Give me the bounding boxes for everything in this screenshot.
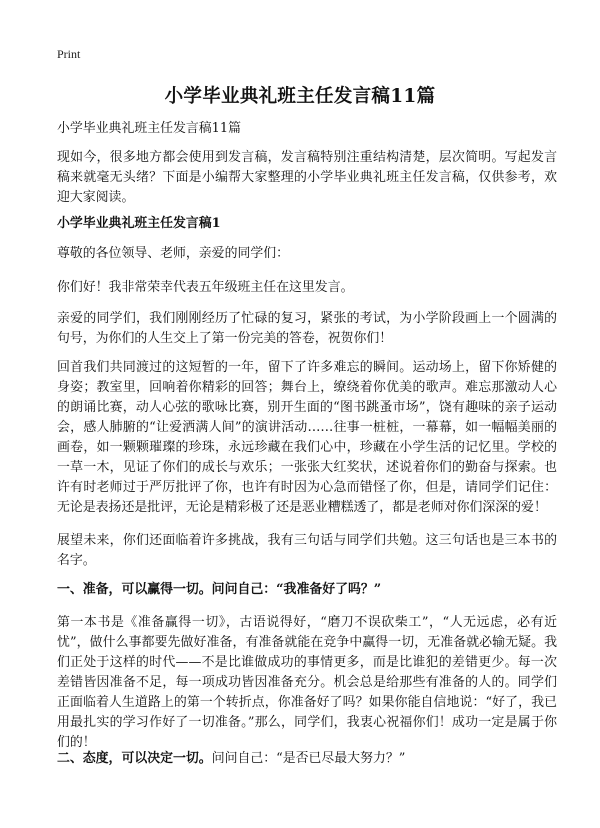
section-heading: 小学毕业典礼班主任发言稿1	[57, 216, 221, 231]
page-title: 小学毕业典礼班主任发言稿11篇	[164, 86, 436, 107]
review-paragraph: 回首我们共同渡过的这短暂的一年，留下了许多难忘的瞬间。运动场上，留下你矫健的身姿；教室里，回响着你精彩的回答；舞台上，缭绕着你优美的歌声。难忘那激动人心的朗诵比赛，动人心弦的歌咏比赛，别开生面的“图书跳蚤市场”，饶有趣味的亲子运动会，感人肺腑的“让爱洒满人间”的演讲活动……往事一桩桩，一幕幕，如一幅幅美丽的画卷，如一颗颗璀璨的珍珠，永远珍藏在我们心中，珍藏在小学生活的记忆里。学校的一草一木，见证了你们的成长与欢乐；一张张大红奖状，述说着你们的勤奋与探索。也许有时老师过于严厉批评了你，也许有时因为心急而错怪了你，但是，请同学们记住：无论是表扬还是批评，无论是精彩极了还是恶业糟糕透了，都是老师对你们深深的爱！	[57, 360, 557, 515]
future-paragraph: 展望未来，你们还面临着许多挑战，我有三句话与同学们共勉。这三句话也是三本书的名字。	[57, 533, 557, 568]
point-two-heading	[57, 749, 557, 769]
point-two-heading-bold: 二、态度，可以决定一切。	[57, 751, 212, 766]
print-label: Print	[57, 47, 81, 61]
hello-paragraph: 你们好！我非常荣幸代表五年级班主任在这里发言。	[57, 280, 354, 295]
point-two-heading-question: 问问自己：“是否已尽最大努力？”	[211, 751, 406, 766]
students-paragraph: 亲爱的同学们，我们刚刚经历了忙碌的复习，紧张的考试，为小学阶段画上一个圆满的句号，为你们的人生交上了第一份完美的答卷，祝贺你们！	[57, 311, 557, 346]
greeting-paragraph: 尊敬的各位领导、老师，亲爱的同学们：	[57, 246, 290, 261]
point-one-paragraph: 第一本书是《准备赢得一切》，古语说得好，“磨刀不误砍柴工”，“人无远虑，必有近忧”，做什么事都要先做好准备，有准备就能在竞争中赢得一切，无准备就必输无疑。我们正处于这样的时代——不是比谁做成功的事情更多，而是比谁犯的差错更少。每一次差错皆因准备不足，每一项成功皆因准备充分。机会总是给那些有准备的人的。同学们正面临着人生道路上的第一个转折点，你准备好了吗？如果你能自信地说：“好了，我已用最扎实的学习作好了一切准备。”那么，同学们，我衷心祝福你们！成功一定是属于你们的！	[57, 615, 557, 750]
subtitle-line: 小学毕业典礼班主任发言稿11篇	[57, 121, 241, 136]
intro-paragraph: 现如今，很多地方都会使用到发言稿，发言稿特别注重结构清楚，层次简明。写起发言稿来就毫无头绪？下面是小编帮大家整理的小学毕业典礼班主任发言稿，仅供参考，欢迎大家阅读。	[57, 150, 557, 205]
point-one-heading: 一、准备，可以赢得一切。问问自己：“我准备好了吗？”	[57, 582, 382, 597]
